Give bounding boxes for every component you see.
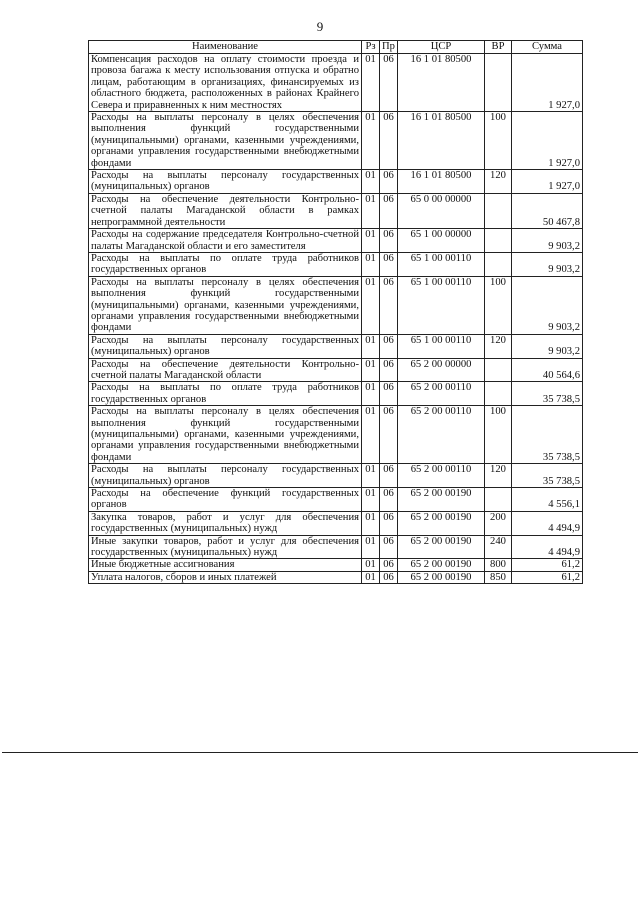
row-sum: 9 903,2 [512, 252, 583, 276]
row-sum: 9 903,2 [512, 334, 583, 358]
row-vr [485, 382, 512, 406]
row-rz: 01 [362, 464, 380, 488]
row-pr: 06 [380, 406, 398, 464]
row-csr: 16 1 01 80500 [398, 170, 485, 194]
table-row [89, 54, 583, 112]
row-name: Иные бюджетные ассигнования [89, 559, 362, 571]
row-pr: 06 [380, 358, 398, 382]
header-csr: ЦСР [398, 41, 485, 54]
row-sum: 61,2 [512, 559, 583, 571]
row-rz: 01 [362, 382, 380, 406]
row-vr [485, 54, 512, 112]
row-name: Расходы на выплаты по оплате труда работников государственных органов [89, 252, 362, 276]
table-row [89, 276, 583, 334]
row-rz: 01 [362, 406, 380, 464]
header-vr: ВР [485, 41, 512, 54]
row-name: Расходы на обеспечение функций государственных органов [89, 488, 362, 512]
table-row [89, 511, 583, 535]
row-pr: 06 [380, 193, 398, 228]
row-sum: 35 738,5 [512, 382, 583, 406]
header-name: Наименование [89, 41, 362, 54]
row-vr: 100 [485, 276, 512, 334]
row-sum: 50 467,8 [512, 193, 583, 228]
row-vr: 120 [485, 170, 512, 194]
row-vr: 100 [485, 112, 512, 170]
row-name: Компенсация расходов на оплату стоимости проезда и провоза багажа к месту использования отпуска и обратно лицам, работающим в организациях, финансируемых из областного бюджета, расположенных в районах Крайнего Севера и приравненных к ним местностях [89, 54, 362, 112]
row-vr [485, 252, 512, 276]
row-csr: 65 2 00 00190 [398, 571, 485, 583]
row-vr: 850 [485, 571, 512, 583]
row-pr: 06 [380, 229, 398, 253]
row-name: Расходы на выплаты персоналу государственных (муниципальных) органов [89, 464, 362, 488]
budget-table [88, 40, 583, 584]
table-row [89, 334, 583, 358]
row-csr: 65 1 00 00110 [398, 334, 485, 358]
row-vr: 200 [485, 511, 512, 535]
row-pr: 06 [380, 334, 398, 358]
row-rz: 01 [362, 559, 380, 571]
row-name: Расходы на содержание председателя Контрольно-счетной палаты Магаданской области и его заместителя [89, 229, 362, 253]
row-sum: 4 494,9 [512, 535, 583, 559]
row-vr [485, 193, 512, 228]
row-sum: 35 738,5 [512, 464, 583, 488]
row-pr: 06 [380, 559, 398, 571]
row-name: Расходы на обеспечение деятельности Контрольно-счетной палаты Магаданской области [89, 358, 362, 382]
row-csr: 65 2 00 00190 [398, 511, 485, 535]
row-rz: 01 [362, 193, 380, 228]
row-name: Расходы на выплаты по оплате труда работников государственных органов [89, 382, 362, 406]
page-number: 9 [316, 19, 324, 34]
row-vr: 120 [485, 334, 512, 358]
row-name: Расходы на выплаты персоналу государственных (муниципальных) органов [89, 170, 362, 194]
row-csr: 65 2 00 00000 [398, 358, 485, 382]
row-rz: 01 [362, 252, 380, 276]
table-row [89, 382, 583, 406]
row-rz: 01 [362, 571, 380, 583]
row-rz: 01 [362, 276, 380, 334]
row-csr: 65 2 00 00190 [398, 488, 485, 512]
row-sum: 35 738,5 [512, 406, 583, 464]
table-row [89, 559, 583, 571]
row-name: Уплата налогов, сборов и иных платежей [89, 571, 362, 583]
row-csr: 65 2 00 00190 [398, 535, 485, 559]
row-csr: 16 1 01 80500 [398, 54, 485, 112]
row-name: Закупка товаров, работ и услуг для обеспечения государственных (муниципальных) нужд [89, 511, 362, 535]
row-pr: 06 [380, 464, 398, 488]
row-vr [485, 488, 512, 512]
row-name: Расходы на выплаты персоналу государственных (муниципальных) органов [89, 334, 362, 358]
header-sum: Сумма [512, 41, 583, 54]
footer-divider [2, 752, 638, 753]
table-row [89, 193, 583, 228]
row-pr: 06 [380, 535, 398, 559]
row-csr: 65 1 00 00000 [398, 229, 485, 253]
row-rz: 01 [362, 511, 380, 535]
row-csr: 65 2 00 00110 [398, 464, 485, 488]
row-pr: 06 [380, 170, 398, 194]
row-sum: 4 556,1 [512, 488, 583, 512]
row-pr: 06 [380, 276, 398, 334]
row-sum: 9 903,2 [512, 276, 583, 334]
table-row [89, 535, 583, 559]
row-rz: 01 [362, 170, 380, 194]
row-name: Расходы на обеспечение деятельности Контрольно-счетной палаты Магаданской области в рамках непрограммной деятельности [89, 193, 362, 228]
table-row [89, 464, 583, 488]
row-sum: 40 564,6 [512, 358, 583, 382]
row-sum: 4 494,9 [512, 511, 583, 535]
row-csr: 65 2 00 00190 [398, 559, 485, 571]
row-sum: 9 903,2 [512, 229, 583, 253]
table-row [89, 229, 583, 253]
row-pr: 06 [380, 54, 398, 112]
row-csr: 16 1 01 80500 [398, 112, 485, 170]
row-vr [485, 229, 512, 253]
table-header-row [89, 41, 583, 54]
row-csr: 65 2 00 00110 [398, 406, 485, 464]
row-rz: 01 [362, 54, 380, 112]
table-row [89, 488, 583, 512]
row-vr: 800 [485, 559, 512, 571]
table-row [89, 406, 583, 464]
row-vr: 100 [485, 406, 512, 464]
row-pr: 06 [380, 252, 398, 276]
table-row [89, 112, 583, 170]
row-sum: 1 927,0 [512, 112, 583, 170]
row-pr: 06 [380, 571, 398, 583]
table-row [89, 358, 583, 382]
row-pr: 06 [380, 382, 398, 406]
row-csr: 65 1 00 00110 [398, 252, 485, 276]
row-vr [485, 358, 512, 382]
row-rz: 01 [362, 334, 380, 358]
row-vr: 120 [485, 464, 512, 488]
row-rz: 01 [362, 535, 380, 559]
row-pr: 06 [380, 488, 398, 512]
table-row [89, 571, 583, 583]
row-rz: 01 [362, 112, 380, 170]
header-pr: Пр [380, 41, 398, 54]
row-rz: 01 [362, 488, 380, 512]
header-rz: Рз [362, 41, 380, 54]
row-name: Расходы на выплаты персоналу в целях обеспечения выполнения функций государственными (муниципальными) органами, казенными учреждениями, органами управления государственными внебюджетными фондами [89, 112, 362, 170]
row-rz: 01 [362, 229, 380, 253]
row-vr: 240 [485, 535, 512, 559]
table-row [89, 252, 583, 276]
row-sum: 1 927,0 [512, 170, 583, 194]
row-name: Расходы на выплаты персоналу в целях обеспечения выполнения функций государственными (муниципальными) органами, казенными учреждениями, органами управления государственными внебюджетными фондами [89, 406, 362, 464]
row-name: Иные закупки товаров, работ и услуг для обеспечения государственных (муниципальных) нужд [89, 535, 362, 559]
row-sum: 61,2 [512, 571, 583, 583]
row-rz: 01 [362, 358, 380, 382]
row-pr: 06 [380, 511, 398, 535]
row-pr: 06 [380, 112, 398, 170]
row-csr: 65 2 00 00110 [398, 382, 485, 406]
row-sum: 1 927,0 [512, 54, 583, 112]
table-row [89, 170, 583, 194]
row-name: Расходы на выплаты персоналу в целях обеспечения выполнения функций государственными (муниципальными) органами, казенными учреждениями, органами управления государственными внебюджетными фондами [89, 276, 362, 334]
row-csr: 65 1 00 00110 [398, 276, 485, 334]
row-csr: 65 0 00 00000 [398, 193, 485, 228]
